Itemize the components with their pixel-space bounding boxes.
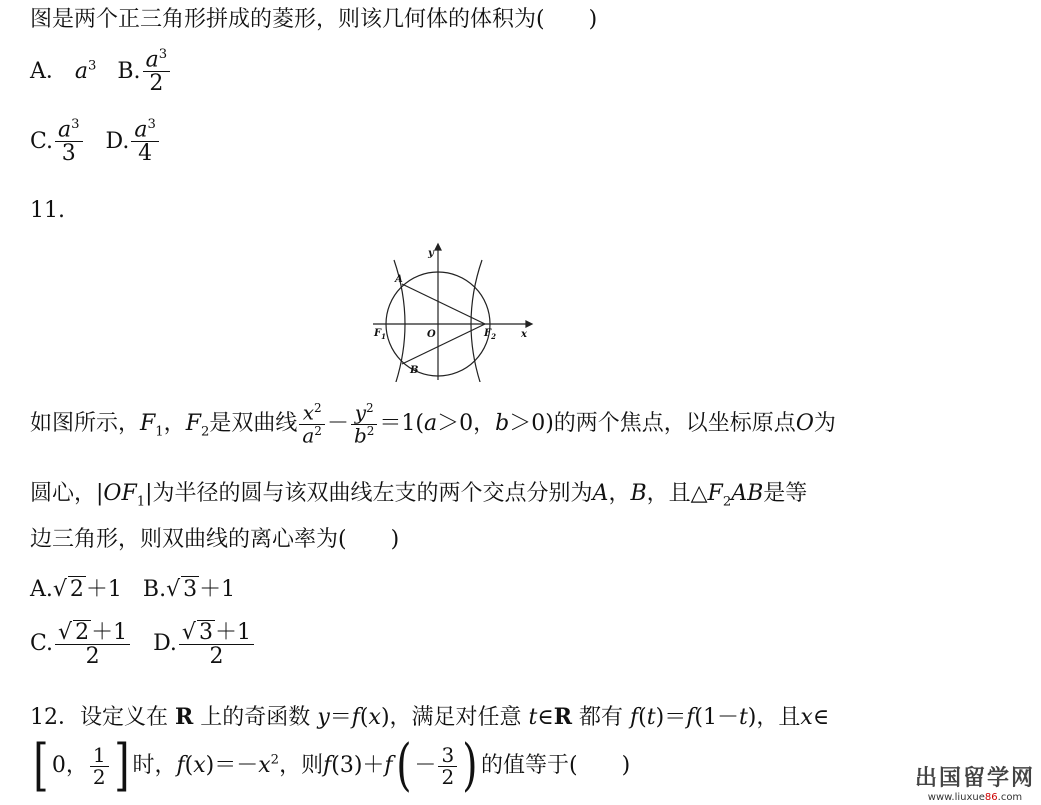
q11-options-cd: C. $\frac{√ 2+1}{2}$ D. $\frac{√ 3+1}{2}$ (30, 620, 256, 668)
label-a: A (395, 274, 403, 285)
q10-options-cd (30, 118, 161, 166)
option-c-fraction: $\frac{√ 2+1}{2}$ (55, 620, 130, 668)
option-a-label: A． (30, 58, 68, 84)
option-d-label: D. (105, 128, 130, 154)
option-c-label: C. (30, 128, 54, 154)
label-b: B (410, 365, 419, 376)
option-a-exp: 3 (88, 58, 97, 74)
q10-options-ab (30, 48, 172, 96)
q11-line1: 如图所示，$F_1$，$F_2$是双曲线 $\frac{x^2}{a^2}$ － $\frac{y^2}{b^2}$ ＝1(a＞0，b＞0)的两个焦点，以坐标原点O为 (30, 400, 836, 448)
y-axis-arrow (435, 244, 441, 250)
watermark (915, 761, 1035, 803)
option-b-fraction: $\frac{a^3}{2}$ (143, 48, 171, 96)
q12-line2: [ 0， $\frac{1}{2}$ ] 时，$f(x)=-x^2$，则f(3)＋f( － $\frac{3}{2}$ ) 的值等于( ) (33, 733, 631, 798)
q11-line3: 边三角形，则双曲线的离心率为( ) (30, 527, 400, 552)
frac-three-halves: $\frac{3}{2}$ (438, 745, 457, 788)
watermark-url: www.liuxue86.com (927, 792, 1023, 803)
hyperbola-figure (368, 242, 536, 382)
option-d-fraction: $\frac{a^3}{4}$ (131, 118, 159, 166)
q12-line1: 12．设定义在 R 上的奇函数 y＝f(x)，满足对任意 t∈R 都有 f(t)＝f(1－t)，且x∈ (30, 704, 830, 730)
q11-line2: 圆心，$|OF_1|$为半径的圆与该双曲线左支的两个交点分别为A，B，且$\triangle F_2AB$是等 (30, 481, 808, 510)
label-f2: $F_2$ (484, 328, 496, 341)
option-d-fraction: $\frac{√ 3+1}{2}$ (179, 620, 254, 668)
label-f1: $F_1$ (374, 328, 386, 341)
label-x: x (521, 329, 527, 340)
sqrt-3: √ 3 (166, 577, 198, 602)
option-b-label: B. (117, 58, 141, 84)
sqrt-2: √ 2 (52, 577, 84, 602)
frac-y2-b2: $\frac{y^2}{b^2}$ (351, 402, 377, 446)
frac-one-half: $\frac{1}{2}$ (90, 745, 109, 788)
q10-stem: 图是两个正三角形拼成的菱形，则该几何体的体积为( ) (30, 7, 598, 32)
option-a-base: a (74, 58, 89, 84)
frac-x2-a2: $\frac{x^2}{a^2}$ (299, 402, 325, 446)
label-o: O (427, 329, 436, 340)
q11-number: 11. (30, 198, 65, 223)
q11-options-ab: A.√ 2＋1 B.√ 3＋1 (30, 577, 236, 602)
label-y: y (428, 248, 434, 259)
x-axis-arrow (526, 321, 532, 327)
watermark-title: 出国留学网 (914, 766, 1035, 791)
right-branch (471, 260, 482, 382)
option-c-fraction: $\frac{a^3}{3}$ (55, 118, 83, 166)
